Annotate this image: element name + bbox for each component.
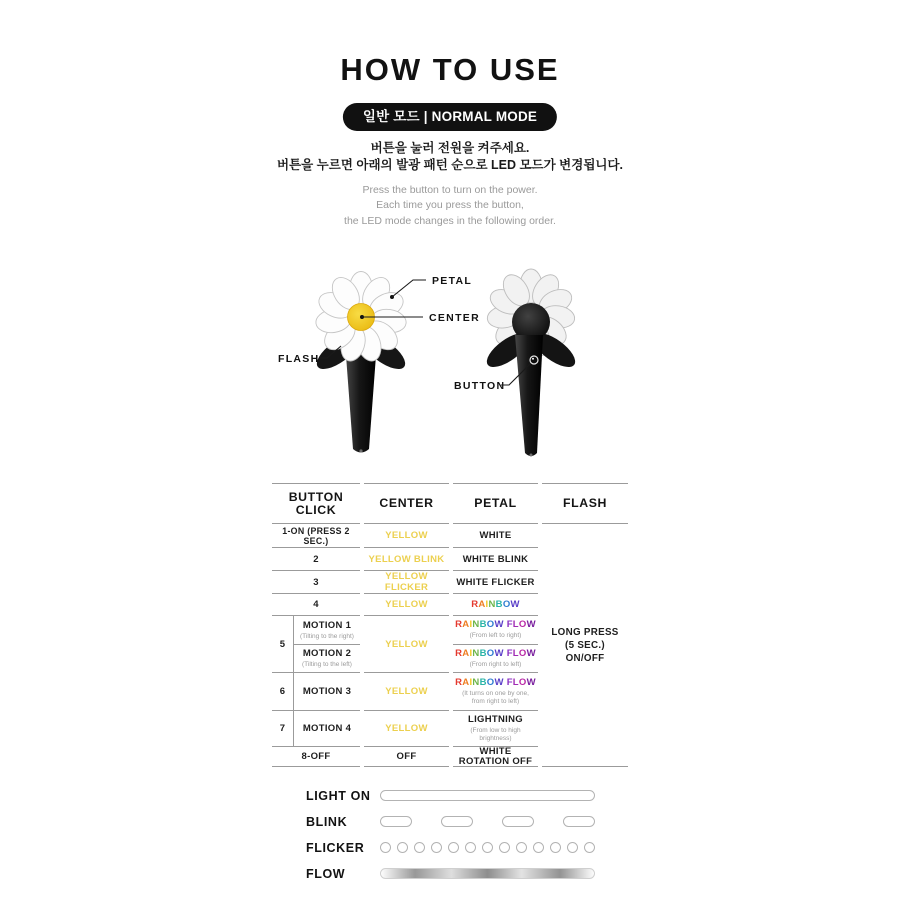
flash-line: (5 SEC.) xyxy=(565,639,605,651)
table-cell: WHITE FLICKER xyxy=(453,571,538,594)
table-cell: YELLOW xyxy=(364,711,449,747)
button-label: BUTTON xyxy=(454,380,506,392)
pattern-legend xyxy=(306,790,596,894)
rainbow-flow-label: RAINBOW FLOW xyxy=(455,619,536,630)
lightstick-diagram xyxy=(250,250,650,480)
flash-label: FLASH xyxy=(278,353,320,365)
table-cell: YELLOW xyxy=(364,524,449,548)
led-mode-table xyxy=(272,483,628,766)
table-row-7 xyxy=(272,711,360,747)
column-center xyxy=(364,483,449,767)
lightning-label: LIGHTNING xyxy=(468,714,523,725)
instruction-ko-line: 버튼을 눌러 전원을 켜주세요. xyxy=(370,141,530,155)
motion-note: (Tilting to the left) xyxy=(302,661,352,668)
table-cell xyxy=(453,673,538,711)
table-cell xyxy=(453,616,538,645)
column-flash xyxy=(542,483,628,767)
legend-label: FLOW xyxy=(306,866,346,881)
legend-row-blink xyxy=(306,816,596,827)
table-cell: MOTION 4 xyxy=(302,723,352,734)
table-cell: MOTION 3 xyxy=(302,686,352,697)
rainbow-flow-label: RAINBOW FLOW xyxy=(455,677,536,688)
lightstick-back xyxy=(482,269,581,457)
instruction-en-line: Press the button to turn on the power. xyxy=(362,184,538,196)
column-header: BUTTON CLICK xyxy=(272,484,360,524)
rainbow-flow-label: RAINBOW FLOW xyxy=(455,647,536,659)
table-cell: YELLOW BLINK xyxy=(364,548,449,571)
column-petal xyxy=(453,483,538,767)
legend-label: LIGHT ON xyxy=(306,788,371,803)
flow-graphic xyxy=(380,868,595,879)
table-cell: 7 xyxy=(272,711,294,746)
strap-hole-back xyxy=(530,454,533,457)
petal-note: (From right to left) xyxy=(469,660,522,668)
table-cell: 6 xyxy=(272,673,294,710)
instructions-english xyxy=(0,183,900,229)
legend-row-light-on xyxy=(306,790,596,801)
table-row-6 xyxy=(272,673,360,711)
instructions-korean xyxy=(0,140,900,174)
instruction-en-line: the LED mode changes in the following order. xyxy=(344,214,556,227)
light-on-graphic xyxy=(380,790,595,801)
legend-row-flicker xyxy=(306,842,596,853)
blink-graphic xyxy=(380,816,595,827)
table-cell: 3 xyxy=(272,571,360,594)
page-title: HOW TO USE xyxy=(340,52,560,87)
flash-line: LONG PRESS xyxy=(551,626,619,638)
power-button-highlight xyxy=(532,358,534,360)
flash-long-press-cell xyxy=(542,524,628,767)
table-cell: YELLOW FLICKER xyxy=(364,571,449,594)
column-header: FLASH xyxy=(542,484,628,524)
table-cell xyxy=(294,645,360,673)
stem-back xyxy=(515,335,543,456)
table-cell: 8-OFF xyxy=(272,747,360,767)
center-label: CENTER xyxy=(429,312,480,324)
motion-note: (Tilting to the right) xyxy=(300,632,354,640)
table-cell: YELLOW xyxy=(364,616,449,673)
table-cell: 2 xyxy=(272,548,360,571)
table-cell xyxy=(453,645,538,674)
column-header: PETAL xyxy=(453,484,538,524)
petal-note: (It turns on one by one, from right to left) xyxy=(462,690,529,705)
lightstick-front xyxy=(312,272,411,453)
petal-label: PETAL xyxy=(432,275,473,287)
table-cell: 5 xyxy=(272,616,294,672)
legend-label: BLINK xyxy=(306,814,348,829)
motion-label: MOTION 1 xyxy=(302,619,352,631)
flicker-graphic xyxy=(380,842,595,853)
motion-label: MOTION 2 xyxy=(302,648,352,659)
legend-label: FLICKER xyxy=(306,840,365,855)
table-cell: 1-ON (PRESS 2 SEC.) xyxy=(272,524,360,548)
strap-hole xyxy=(359,449,362,452)
column-header: CENTER xyxy=(364,484,449,524)
table-cell: WHITE BLINK xyxy=(453,548,538,571)
table-cell: YELLOW xyxy=(364,673,449,711)
petal-note: (From low to high brightness) xyxy=(470,727,521,742)
table-row-5 xyxy=(272,616,360,673)
table-cell: OFF xyxy=(364,747,449,767)
legend-row-flow xyxy=(306,868,596,879)
normal-mode-badge: 일반 모드 | NORMAL MODE xyxy=(343,103,557,131)
column-button-click xyxy=(272,483,360,767)
table-cell: R A I N B O W xyxy=(453,594,538,616)
table-cell: WHITE xyxy=(453,524,538,548)
table-cell: WHITE ROTATION OFF xyxy=(453,747,538,767)
instruction-en-line: Each time you press the button, xyxy=(376,199,524,212)
table-cell xyxy=(453,711,538,747)
table-cell: 4 xyxy=(272,594,360,616)
instruction-ko-line: 버튼을 누르면 아래의 발광 패턴 순으로 LED 모드가 변경됩니다. xyxy=(276,158,624,172)
flash-line: ON/OFF xyxy=(565,652,605,664)
power-button xyxy=(530,356,538,364)
petal-note: (From left to right) xyxy=(469,632,522,639)
table-cell: YELLOW xyxy=(364,594,449,616)
table-cell xyxy=(294,616,360,645)
